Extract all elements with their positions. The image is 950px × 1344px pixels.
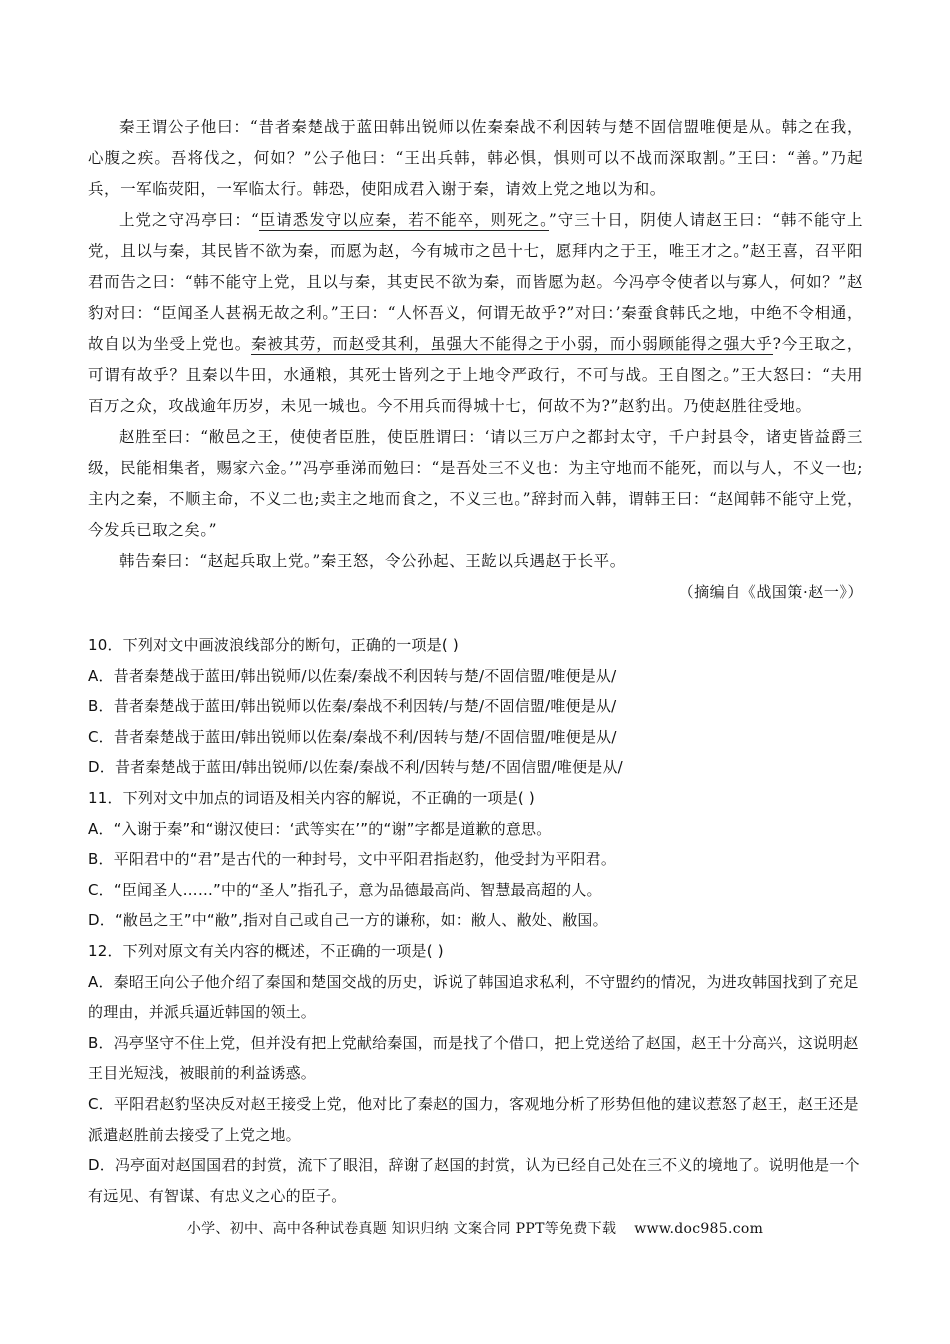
option-c: C．“臣闻圣人……”中的“圣人”指孔子，意为品德最高尚、智慧最高超的人。 <box>88 880 602 899</box>
passage-text: 。韩之在我，心腹之疾。吾将伐之，何如？”公子他曰：“王出兵韩，韩必惧，惧则可以不战而深取割。”王曰：“善。”乃起兵，一军临荧阳，一军临太行。韩恐，使阳成君入谢于秦，请效上党之地以为和。 <box>88 118 863 198</box>
option-b: B．昔者秦楚战于蓝田/韩出锐师以佐秦/秦战不利因转/与楚/不固信盟/唯便是从/ <box>88 697 617 716</box>
passage-text: 秦王谓公子他曰：“ <box>119 118 259 136</box>
passage-paragraph-3: 赵胜至曰：“敝邑之王，使使者臣胜，使臣胜谓曰：‘请以三万户之都封太守，千户封县令，诸吏皆益爵三级，民能相集者，赐家六金。’”冯亭垂涕而勉曰：“是吾处三不义也：为主守地而不能死，而以与人，不义一也;主内之秦，不顺主命，不义二也;卖主之地而食之，不义三也。”辞封而入韩，谓韩王曰：“赵闻韩不能守上党，今发兵已取之矣。” <box>88 428 863 539</box>
passage-paragraph-1 <box>88 112 863 205</box>
option-b: B．平阳君中的“君”是古代的一种封号，文中平阳君指赵豹，他受封为平阳君。 <box>88 850 617 869</box>
question-12 <box>88 936 863 1211</box>
question-stem: 12．下列对原文有关内容的概述，不正确的一项是( ) <box>88 941 444 960</box>
page-footer <box>0 1218 950 1238</box>
question-stem: 10．下列对文中画波浪线部分的断句，正确的一项是( ) <box>88 636 459 654</box>
question-10 <box>88 630 863 783</box>
option-a: A．秦昭王向公子他介绍了秦国和楚国交战的历史，诉说了韩国追求私利，不守盟约的情况，为进攻韩国找到了充足的理由，并派兵逼近韩国的领土。 <box>88 972 859 1022</box>
source-citation: （摘编自《战国策·赵一》） <box>678 583 863 601</box>
option-d: D．昔者秦楚战于蓝田/韩出锐师/以佐秦/秦战不利/因转与楚/不固信盟/唯便是从/ <box>88 758 623 777</box>
option-c: C．昔者秦楚战于蓝田/韩出锐师以佐秦/秦战不利/因转与楚/不固信盟/唯便是从/ <box>88 727 617 746</box>
passage-text: 上党之守冯亭曰：“ <box>119 211 260 229</box>
passage-text: ”守三十日，阴使人请赵王曰：“韩不能守上党，且以与秦，其民皆不欲为秦，而愿为赵，今有城市之邑十七，愿拜内之于王，唯王才之。”赵王喜，召平阳君而告之曰：“韩不能守上党，且以与秦，其吏民不欲为秦，而皆愿为赵。今冯亭令使者以与寡人，何如？”赵豹对曰：“臣闻圣人甚祸无故之利。”王曰：“人怀吾义，何谓无故乎?”对曰：’秦蚕食韩氏之地，中绝不令相通，故自以为坐受上党也。 <box>88 211 863 353</box>
wavy-underlined-text: 昔者秦楚战于蓝田韩出锐师以佐秦秦战不利因转与楚不固信盟唯便是从 <box>258 118 766 136</box>
underlined-sentence: 秦被其劳，而赵受其利，虽强大不能得之于小弱，而小弱顾能得之强大乎 <box>251 335 773 353</box>
question-11 <box>88 783 863 936</box>
classical-passage <box>88 112 863 608</box>
question-stem: 11．下列对文中加点的词语及相关内容的解说，不正确的一项是( ) <box>88 788 535 807</box>
footer-url[interactable]: www.doc985.com <box>634 1221 764 1237</box>
passage-text: ?今王取之，可谓有故乎？且秦以牛田，水通粮，其死士皆列之于上地令严政行，不可与战。王自图之。”王大怒曰：“夫用百万之众，攻战逾年历岁，未见一城也。今不用兵而得城十七，何故不为?”赵豹出。乃使赵胜往受地。 <box>88 335 863 415</box>
option-a: A．“入谢于秦”和“谢汉使曰：‘武等实在’”的“谢”字都是道歉的意思。 <box>88 819 552 838</box>
option-a: A．昔者秦楚战于蓝田/韩出锐师/以佐秦/秦战不利因转与楚/不固信盟/唯便是从/ <box>88 666 617 685</box>
passage-paragraph-2 <box>88 205 863 422</box>
underlined-sentence: 臣请悉发守以应秦，若不能卒，则死之。 <box>259 211 549 229</box>
passage-paragraph-4: 韩告秦曰：“赵起兵取上党。”秦王怒，令公孙起、王龁以兵遇赵于长平。 <box>119 552 626 570</box>
option-d: D．“敝邑之王”中“敝”,指对自己或自己一方的谦称，如：敝人、敝处、敝国。 <box>88 911 608 930</box>
option-d: D．冯亭面对赵国国君的封赏，流下了眼泪，辞谢了赵国的封赏，认为已经自己处在三不义的境地了。说明他是一个有远见、有智谋、有忠义之心的臣子。 <box>88 1156 860 1205</box>
option-b: B．冯亭坚守不住上党，但并没有把上党献给秦国，而是找了个借口，把上党送给了赵国，赵王十分高兴，这说明赵王目光短浅，被眼前的利益诱惑。 <box>88 1033 859 1083</box>
option-c: C．平阳君赵豹坚决反对赵王接受上党，他对比了秦赵的国力，客观地分析了形势但他的建议惹怒了赵王，赵王还是派遣赵胜前去接受了上党之地。 <box>88 1094 859 1144</box>
question-list <box>88 630 863 1211</box>
footer-text: 小学、初中、高中各种试卷真题 知识归纳 文案合同 PPT等免费下载 <box>186 1221 617 1237</box>
